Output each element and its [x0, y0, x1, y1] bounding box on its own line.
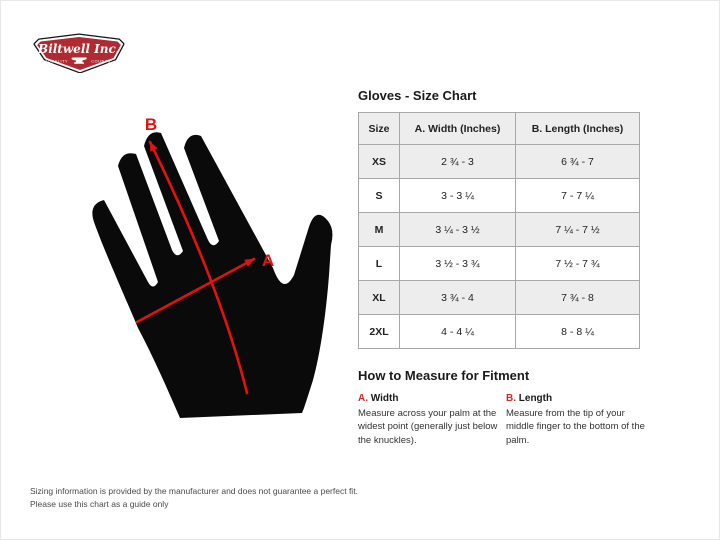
- measure-key-a: A.: [358, 393, 368, 404]
- size-cell: M: [359, 213, 400, 247]
- measure-section: [358, 368, 650, 447]
- measure-label-length: [506, 393, 648, 404]
- measure-desc-length: Measure from the tip of your middle finger to the bottom of the palm.: [506, 408, 645, 446]
- width-cell: 3 ¾ - 4: [400, 281, 516, 315]
- label-b: B: [144, 115, 158, 134]
- length-cell: 7 - 7 ¼: [516, 179, 640, 213]
- logo-tagline-left: “QUALITY: [45, 59, 69, 64]
- width-cell: 3 ½ - 3 ¾: [400, 247, 516, 281]
- measure-item-length: [506, 393, 648, 447]
- measure-name-width: Width: [370, 393, 399, 404]
- measure-name-length: Length: [518, 393, 553, 404]
- length-cell: 7 ¾ - 8: [516, 281, 640, 315]
- table-header-row: [359, 113, 640, 145]
- measure-label-width: [358, 393, 503, 404]
- width-cell: 3 ¼ - 3 ½: [400, 213, 516, 247]
- measure-item-width: [358, 393, 503, 447]
- table-row: [359, 281, 640, 315]
- measure-section-title: How to Measure for Fitment: [358, 368, 530, 383]
- measure-key-b: B.: [506, 393, 516, 404]
- size-cell: XS: [359, 145, 400, 179]
- table-row: [359, 145, 640, 179]
- logo-brand-text: Biltwell Inc.: [38, 42, 120, 56]
- col-header-width: A. Width (Inches): [400, 113, 516, 145]
- width-cell: 2 ¾ - 3: [400, 145, 516, 179]
- biltwell-logo: [33, 33, 125, 73]
- label-a: A: [261, 251, 275, 270]
- measure-desc-width: Measure across your palm at the widest point (generally just below the knuckles).: [358, 408, 498, 446]
- size-cell: XL: [359, 281, 400, 315]
- glove-measurement-diagram: [80, 100, 340, 430]
- col-header-size: Size: [359, 113, 400, 145]
- width-cell: 3 - 3 ¼: [400, 179, 516, 213]
- length-cell: 6 ¾ - 7: [516, 145, 640, 179]
- logo-tagline-right: COUNTS”: [91, 59, 113, 64]
- length-cell: 8 - 8 ¼: [516, 315, 640, 349]
- table-row: [359, 315, 640, 349]
- disclaimer-line-2: Please use this chart as a guide only: [30, 499, 169, 510]
- biltwell-badge-icon: [33, 33, 125, 73]
- length-cell: 7 ½ - 7 ¾: [516, 247, 640, 281]
- size-cell: L: [359, 247, 400, 281]
- size-chart-title: Gloves - Size Chart: [358, 88, 477, 103]
- size-cell: S: [359, 179, 400, 213]
- col-header-length: B. Length (Inches): [516, 113, 640, 145]
- hand-silhouette: [92, 132, 332, 418]
- table-row: [359, 179, 640, 213]
- width-cell: 4 - 4 ¼: [400, 315, 516, 349]
- size-cell: 2XL: [359, 315, 400, 349]
- disclaimer-line-1: Sizing information is provided by the manufacturer and does not guarantee a perfect fit.: [30, 486, 358, 496]
- length-cell: 7 ¼ - 7 ½: [516, 213, 640, 247]
- disclaimer: [30, 485, 358, 511]
- table-row: [359, 247, 640, 281]
- table-row: [359, 213, 640, 247]
- size-chart-table: [358, 112, 640, 349]
